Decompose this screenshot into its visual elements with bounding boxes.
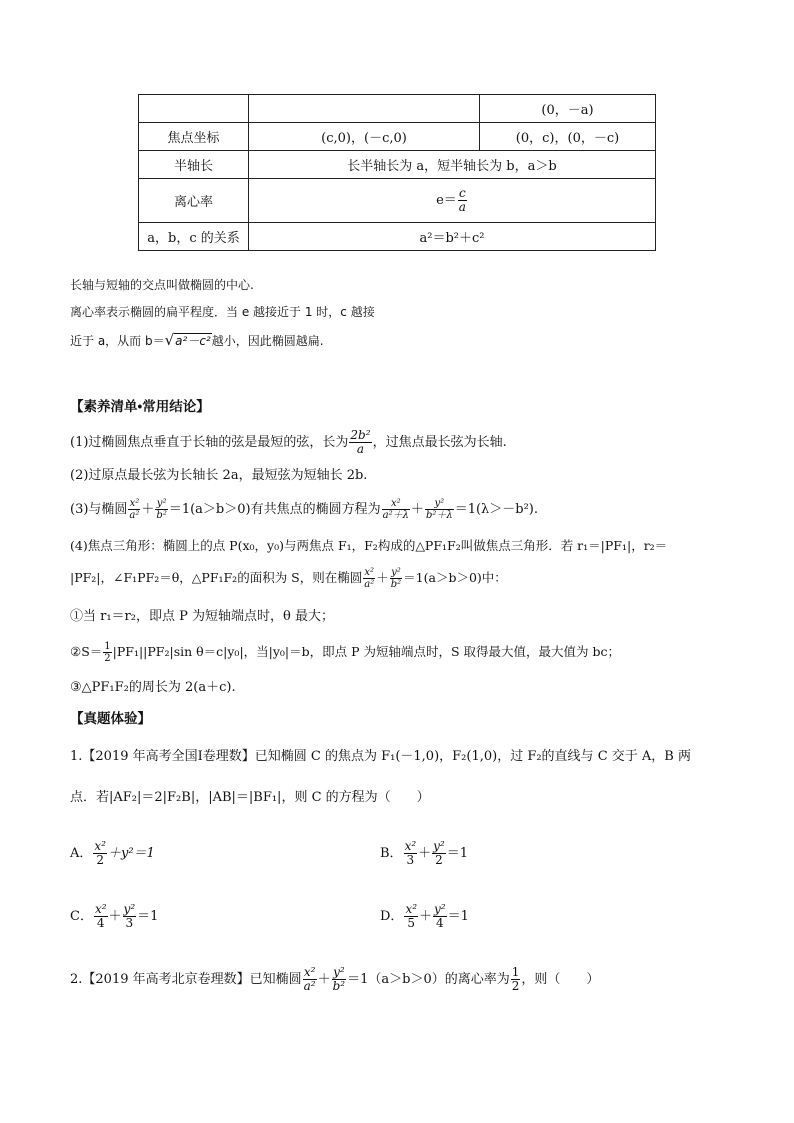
text: ＝1 (446, 846, 469, 861)
text: (1)过椭圆焦点垂直于长轴的弦是最短的弦，长为 (70, 435, 349, 450)
option-label: B． (380, 846, 403, 861)
text: ，过焦点最长弦为长轴. (372, 435, 507, 450)
table-row (139, 123, 656, 151)
option-a[interactable] (70, 836, 155, 872)
table-row (139, 179, 656, 223)
fraction-denominator: b²＋λ (425, 510, 453, 521)
corollary-1: ①当 r₁＝r₂，即点 P 为短轴端点时，θ 最大； (70, 609, 334, 624)
fraction-denominator: 2 (104, 653, 111, 664)
fraction-numerator: x² (405, 902, 418, 916)
option-b[interactable]: B． $\frac{\text{x²}}{3}$ ＋ $\frac{\text{y²}}{2}$ ＝1 (380, 839, 469, 867)
fraction-denominator: 4 (96, 916, 105, 930)
fraction (303, 966, 317, 993)
fraction-numerator: x² (94, 839, 106, 853)
fraction-denominator: a²＋λ (382, 510, 409, 521)
fraction-denominator: b² (390, 579, 402, 590)
radicand: a²－c² (175, 334, 211, 348)
table-cell: 长半轴长为 a，短半轴长为 b，a＞b (249, 151, 656, 179)
fraction-numerator: y² (433, 839, 445, 853)
table-cell: a²＝b²＋c² (249, 223, 656, 251)
note-text: 近于 a，从而 b＝ (70, 334, 165, 348)
fraction-numerator: x² (129, 498, 140, 509)
fraction-denominator: a (458, 200, 466, 214)
conclusion-2: (2)过原点最长弦为长轴长 2a，最短弦为短轴长 2b. (70, 468, 368, 483)
conclusion-4-line-2: |PF₂|，∠F₁PF₂＝θ，△PF₁F₂的面积为 S，则在椭圆 $\frac{\text{x²}}{\text{a²}}$ ＋ $\frac{\text{y²}}{\text{b²}}$ ＝1(a＞b＞0)中： (70, 567, 507, 590)
text: ，则（ ） (521, 972, 600, 987)
fraction (425, 498, 454, 521)
section-title: 【素养清单•常用结论】 (70, 399, 210, 414)
fraction-numerator: 1 (104, 641, 111, 652)
option-c[interactable]: C． $\frac{\text{x²}}{4}$ ＋ $\frac{\text{y²}}{3}$ ＝1 (70, 902, 159, 930)
fraction-denominator: 4 (436, 916, 444, 930)
text: ＋y²＝1 (107, 846, 155, 861)
fraction-denominator: b² (332, 979, 346, 993)
table-row (139, 95, 656, 123)
corollary-3: ③△PF₁F₂的周长为 2(a＋c). (70, 680, 236, 695)
fraction-denominator: 5 (407, 916, 416, 930)
table-cell-label (139, 95, 249, 123)
sqrt-sign: √ (164, 331, 175, 349)
fraction-numerator: y² (333, 965, 345, 979)
fraction-denominator: a (356, 442, 365, 456)
fraction (128, 498, 140, 521)
fraction (155, 498, 167, 521)
option-label: C． (70, 909, 93, 924)
fraction-denominator: 2 (96, 853, 104, 867)
fraction-numerator: c (458, 186, 466, 200)
fraction (433, 903, 447, 930)
fraction (103, 641, 111, 664)
note-line-1: 长轴与短轴的交点叫做椭圆的中心. (70, 278, 254, 292)
table-cell: (0，c)，(0，－c) (480, 123, 656, 151)
fraction-denominator: a² (303, 979, 316, 993)
option-d[interactable]: D． $\frac{\text{x²}}{5}$ ＋ $\frac{\text{y²}}{4}$ ＝1 (380, 902, 469, 930)
fraction (94, 903, 108, 930)
question-1-line-1: 1.【2019 年高考全国Ⅰ卷理数】已知椭圆 C 的焦点为 F₁(－1,0)，F₂(1,0)，过 F₂的直线与 C 交于 A，B 两 (70, 749, 691, 764)
fraction-numerator: x² (364, 567, 375, 578)
table-cell-label: 离心率 (139, 179, 249, 223)
fraction (404, 840, 418, 867)
text: |PF₁||PF₂|sin θ＝c|y₀|，当|y₀|＝b，即点 P 为短轴端点时，S 取得最大值，最大值为 bc； (112, 644, 621, 659)
fraction-denominator: a² (129, 510, 140, 521)
fraction (349, 429, 371, 456)
option-label: A． (70, 846, 93, 861)
table-cell (249, 95, 480, 123)
fraction-numerator: x² (303, 965, 316, 979)
fraction-denominator: 2 (511, 979, 520, 993)
eccentricity-fraction (458, 187, 467, 214)
corollary-2 (70, 634, 620, 670)
fraction (363, 567, 375, 590)
ellipse-properties-table (138, 94, 656, 251)
text: (3)与椭圆 (70, 502, 128, 517)
fraction-numerator: y² (123, 902, 136, 916)
question-1-line-2: 点．若|AF₂|＝2|F₂B|，|AB|＝|BF₁|，则 C 的方程为（ ） (70, 790, 430, 805)
fraction (390, 567, 402, 590)
table-cell-label: a，b，c 的关系 (139, 223, 249, 251)
fraction-numerator: x² (404, 839, 417, 853)
fraction (404, 903, 418, 930)
fraction (93, 840, 107, 867)
fraction-denominator: 2 (435, 853, 443, 867)
table-cell: (0，－a) (480, 95, 656, 123)
fraction-numerator: y² (434, 902, 446, 916)
note-text: 越小，因此椭圆越扁. (211, 334, 324, 348)
text: ＝1（a＞b＞0）的离心率为 (347, 972, 510, 987)
fraction (432, 840, 446, 867)
fraction-denominator: 3 (125, 916, 134, 930)
fraction-numerator: y² (391, 567, 401, 578)
table-cell: (c,0)，(－c,0) (249, 123, 480, 151)
text: |PF₂|，∠F₁PF₂＝θ，△PF₁F₂的面积为 S，则在椭圆 (70, 570, 363, 585)
text: ＝1 (447, 909, 469, 924)
fraction (382, 498, 410, 521)
text: ＝1(a＞b＞0)有共焦点的椭圆方程为 (168, 502, 381, 517)
fraction-numerator: 1 (511, 965, 520, 979)
conclusion-1 (70, 425, 507, 461)
fraction (511, 966, 521, 993)
conclusion-4-line-1: (4)焦点三角形：椭圆上的点 P(x₀，y₀)与两焦点 F₁，F₂构成的△PF₁F₂叫做焦点三角形．若 r₁＝|PF₁|，r₂＝ (70, 538, 668, 553)
table-cell-label: 半轴长 (139, 151, 249, 179)
fraction-numerator: y² (425, 498, 454, 510)
fraction-numerator: x² (382, 498, 410, 510)
fraction (332, 966, 347, 993)
eccentricity-lhs: e＝ (436, 193, 457, 208)
fraction-denominator: b² (156, 510, 167, 521)
table-row (139, 223, 656, 251)
table-row (139, 151, 656, 179)
text: ②S＝ (70, 644, 103, 659)
question-2: 2.【2019 年高考北京卷理数】已知椭圆 $\frac{\text{x²}}{\text{a²}}$ ＋ $\frac{\text{y²}}{\text{b²}}$ ＝1（a＞b＞0）的离心率为 $\frac{1}{2}$ ，则（ ） (70, 965, 600, 993)
fraction-numerator: 2b² (350, 428, 371, 442)
conclusion-3: (3)与椭圆 $\frac{\text{x²}}{\text{a²}}$ ＋ $\frac{\text{y²}}{\text{b²}}$ ＝1(a＞b＞0)有共焦点的椭圆方程为 $\frac{\text{x²}}{\text{a²＋λ}}$ ＋ $\frac{\text{y²}}{\text{b²＋λ}}$ ＝1(λ＞－b²). (70, 498, 539, 521)
table-cell-label: 焦点坐标 (139, 123, 249, 151)
note-line-3 (70, 333, 324, 348)
fraction-numerator: y² (156, 498, 167, 509)
table-cell-eccentricity (249, 179, 656, 223)
section-title: 【真题体验】 (70, 711, 151, 726)
fraction-denominator: 3 (406, 853, 415, 867)
option-label: D． (380, 909, 404, 924)
note-line-2: 离心率表示椭圆的扁平程度．当 e 越接近于 1 时，c 越接 (70, 305, 375, 319)
fraction-numerator: x² (94, 902, 107, 916)
fraction (123, 903, 137, 930)
text: ＝1(a＞b＞0)中： (403, 570, 507, 585)
text: ＝1 (137, 909, 159, 924)
text: 2.【2019 年高考北京卷理数】已知椭圆 (70, 972, 302, 987)
fraction-denominator: a² (364, 579, 375, 590)
text: ＝1(λ＞－b²). (454, 502, 539, 517)
